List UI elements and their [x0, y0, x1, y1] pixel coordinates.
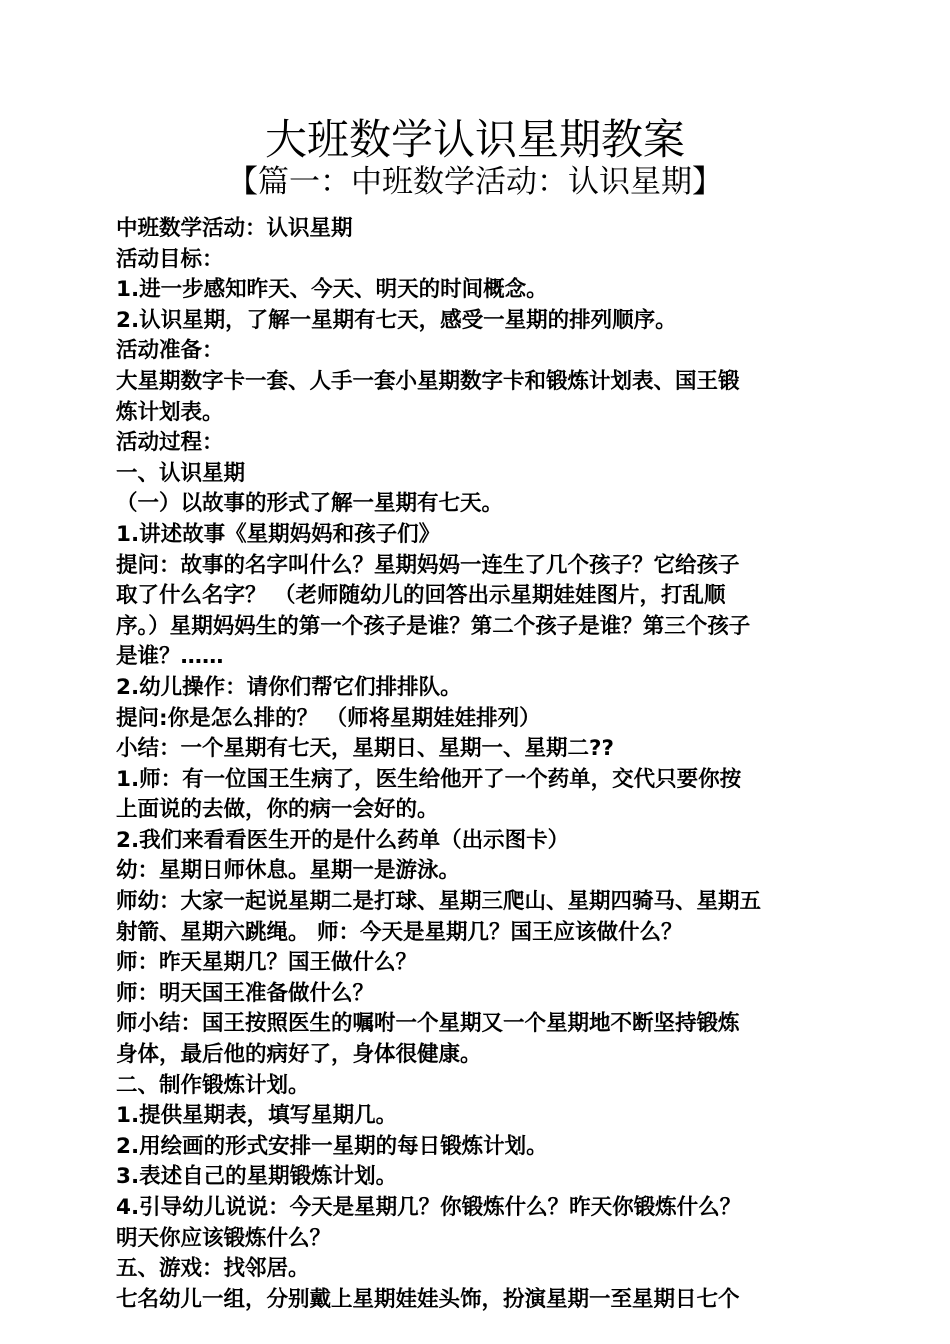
document-subtitle: 【篇一：中班数学活动：认识星期】: [227, 164, 723, 200]
text-line: 小结：一个星期有七天，星期日、星期一、星期二??: [116, 736, 614, 762]
text-line: 师：明天国王准备做什么？: [116, 980, 375, 1006]
text-line: 提问：故事的名字叫什么？星期妈妈一连生了几个孩子？它给孩子: [116, 552, 740, 578]
text-line: 1.讲述故事《星期妈妈和孩子们》: [116, 521, 441, 547]
text-line: 炼计划表。: [116, 399, 224, 425]
text-line: 活动过程：: [116, 430, 224, 456]
text-line: （一）以故事的形式了解一星期有七天。: [116, 491, 504, 517]
text-line: 七名幼儿一组，分别戴上星期娃娃头饰，扮演星期一至星期日七个: [116, 1286, 740, 1312]
text-line: 活动目标：: [116, 246, 224, 272]
text-line: 射箭、星期六跳绳。 师：今天是星期几？国王应该做什么？: [116, 919, 683, 945]
text-line: 1.进一步感知昨天、今天、明天的时间概念。: [116, 277, 548, 303]
text-line: 二、制作锻炼计划。: [116, 1072, 310, 1098]
text-line: 4.引导幼儿说说：今天是星期几？你锻炼什么？昨天你锻炼什么？: [116, 1195, 742, 1220]
text-line: 1.提供星期表，填写星期几。: [116, 1103, 398, 1129]
text-line: 五、游戏：找邻居。: [116, 1256, 310, 1282]
text-line: 2.幼儿操作：请你们帮它们排排队。: [116, 674, 462, 700]
text-line: 一、认识星期: [116, 460, 246, 486]
text-line: 身体，最后他的病好了，身体很健康。: [116, 1042, 482, 1068]
text-line: 取了什么名字？ （老师随幼儿的回答出示星期娃娃图片，打乱顺: [116, 583, 726, 609]
text-line: 活动准备：: [116, 338, 224, 364]
document-title: 大班数学认识星期教案: [264, 115, 685, 164]
text-line: 1.师：有一位国王生病了，医生给他开了一个药单，交代只要你按: [116, 766, 742, 792]
text-line: 是谁？……: [116, 644, 224, 670]
text-line: 提问:你是怎么排的？ （师将星期娃娃排列）: [116, 705, 541, 731]
text-line: 师幼：大家一起说星期二是打球、星期三爬山、星期四骑马、星期五: [116, 889, 762, 915]
text-line: 2.我们来看看医生开的是什么药单（出示图卡）: [116, 827, 570, 853]
text-line: 2.认识星期，了解一星期有七天，感受一星期的排列顺序。: [116, 307, 677, 333]
text-line: 2.用绘画的形式安排一星期的每日锻炼计划。: [116, 1133, 548, 1159]
text-line: 3.表述自己的星期锻炼计划。: [116, 1164, 398, 1190]
text-line: 幼：星期日师休息。星期一是游泳。: [116, 858, 461, 884]
text-line: 中班数学活动：认识星期: [116, 216, 353, 241]
text-line: 师小结：国王按照医生的嘱咐一个星期又一个星期地不断坚持锻炼: [116, 1011, 740, 1037]
text-line: 上面说的去做，你的病一会好的。: [116, 797, 439, 823]
text-line: 明天你应该锻炼什么？: [116, 1225, 332, 1251]
text-line: 师：昨天星期几？国王做什么？: [116, 950, 418, 976]
text-line: 大星期数字卡一套、人手一套小星期数字卡和锻炼计划表、国王锻: [116, 368, 740, 394]
text-line: 序。）星期妈妈生的第一个孩子是谁？第二个孩子是谁？第三个孩子: [116, 613, 751, 639]
document-body: [116, 214, 840, 1315]
